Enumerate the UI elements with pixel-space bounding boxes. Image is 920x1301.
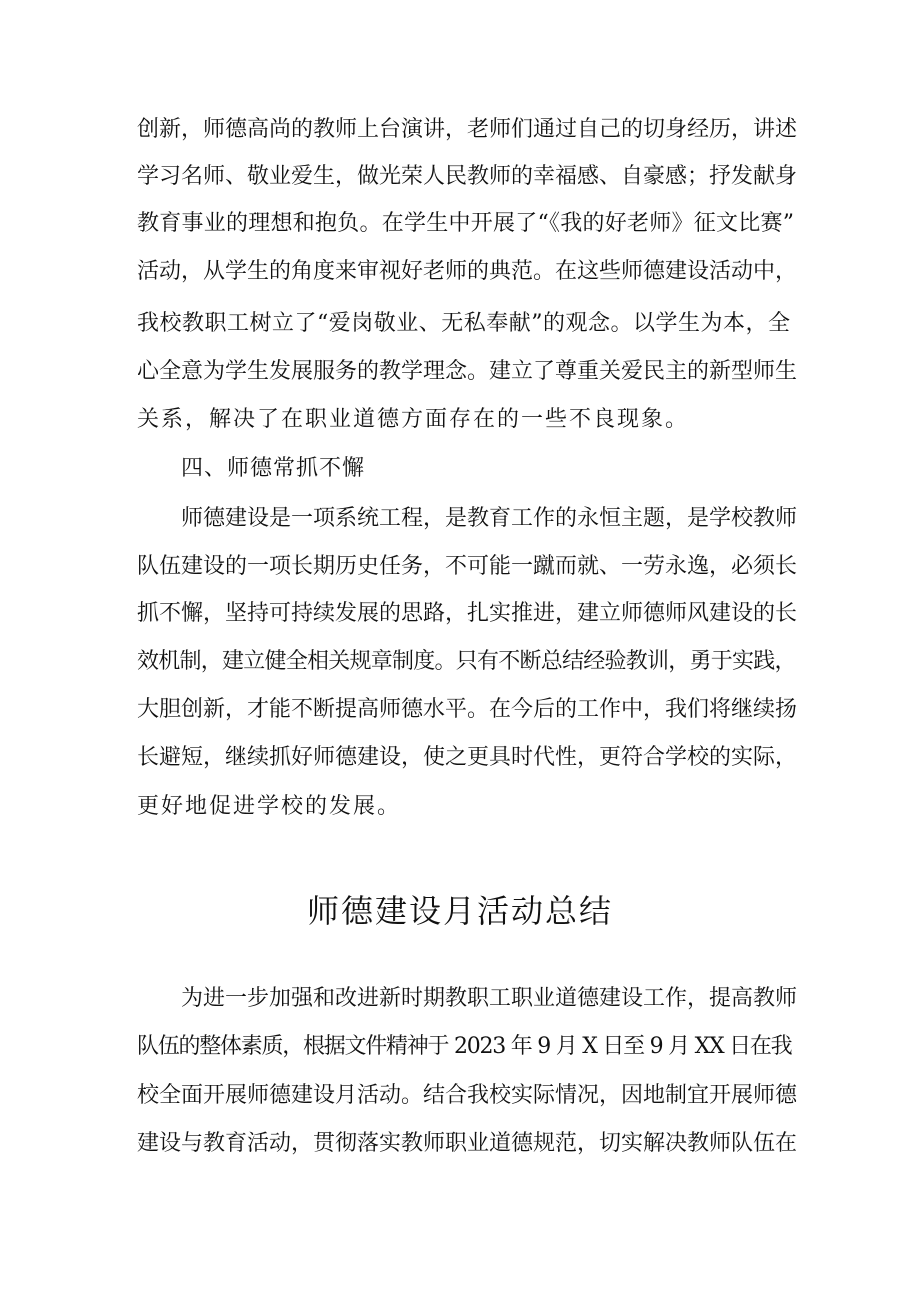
paragraph-line: 建设与教育活动，贯彻落实教师职业道德规范，切实解决教师队伍在 (137, 1131, 798, 1156)
paragraph-line: 队伍的整体素质，根据文件精神于 2023 年 9 月 X 日至 9 月 XX 日在我 (137, 1034, 792, 1059)
paragraph-line: 长避短，继续抓好师德建设，使之更具时代性，更符合学校的实际， (137, 745, 798, 770)
paragraph-line: 更好地促进学校的发展。 (137, 794, 402, 819)
paragraph-line: 关系，解决了在职业道德方面存在的一些不良现象。 (137, 407, 690, 432)
paragraph-line: 为进一步加强和改进新时期教职工职业道德建设工作，提高教师 (181, 986, 798, 1011)
paragraph-line: 心全意为学生发展服务的教学理念。建立了尊重关爱民主的新型师生 (137, 359, 798, 384)
paragraph-line: 队伍建设的一项长期历史任务，不可能一蹴而就、一劳永逸，必须长 (137, 554, 798, 579)
paragraph-line: 教育事业的理想和抱负。在学生中开展了“《我的好老师》征文比赛” (137, 211, 795, 236)
paragraph-line: 学习名师、敬业爱生，做光荣人民教师的幸福感、自豪感；抒发献身 (137, 164, 798, 189)
paragraph-line: 效机制，建立健全相关规章制度。只有不断总结经验教训，勇于实践， (137, 649, 796, 674)
paragraph-line: 校全面开展师德建设月活动。结合我校实际情况，因地制宜开展师德 (137, 1083, 798, 1108)
paragraph-line: 创新，师德高尚的教师上台演讲，老师们通过自己的切身经历，讲述 (137, 117, 798, 142)
paragraph-line: 我校教职工树立了“爱岗敬业、无私奉献”的观念。以学生为本，全 (137, 311, 791, 336)
section-heading: 四、师德常抓不懈 (181, 456, 366, 481)
document-title: 师德建设月活动总结 (306, 892, 613, 930)
paragraph-line: 抓不懈，坚持可持续发展的思路，扎实推进，建立师德师风建设的长 (137, 601, 798, 626)
paragraph-line: 大胆创新，才能不断提高师德水平。在今后的工作中，我们将继续扬 (137, 697, 798, 722)
paragraph-line: 师德建设是一项系统工程，是教育工作的永恒主题，是学校教师 (181, 506, 798, 531)
paragraph-line: 活动，从学生的角度来审视好老师的典范。在这些师德建设活动中， (137, 259, 798, 284)
